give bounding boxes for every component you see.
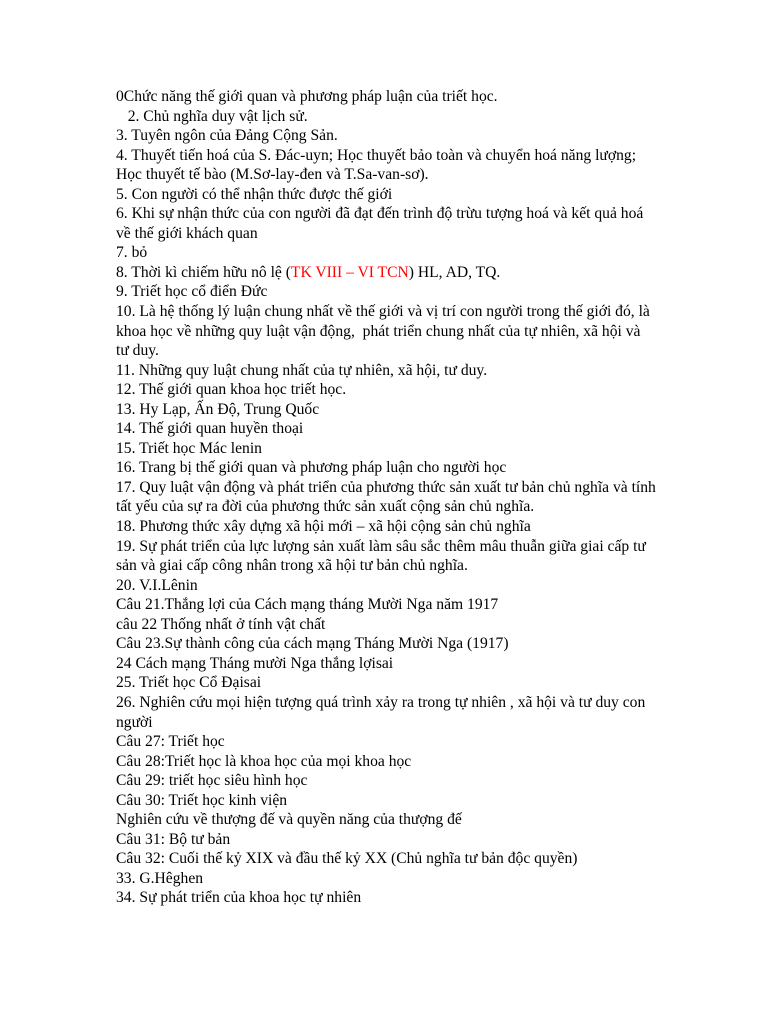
text-line-9: 9. Triết học cổ điển Đức	[116, 283, 268, 301]
text-line-8-prefix: 8. Thời kì chiếm hữu nô lệ (	[116, 263, 291, 281]
text-line-25: 25. Triết học Cổ Đạisai	[116, 674, 262, 692]
text-line-19: 19. Sự phát triển của lực lượng sản xuất làm sâu sắc thêm mâu thuẫn giữa giai cấp tư sản và giai cấp công nhân trong xã hội tư bản chủ nghĩa.	[116, 537, 650, 575]
text-line-33: Câu 32: Cuối thế kỷ XIX và đầu thế kỷ XX (Chủ nghĩa tư bản độc quyền)	[116, 850, 578, 868]
document-body	[116, 87, 660, 908]
text-line-8-suffix: ) HL, AD, TQ.	[408, 263, 501, 281]
text-line-28: Câu 28:Triết học là khoa học của mọi khoa học	[116, 752, 412, 770]
text-line-5: 5. Con người có thể nhận thức được thế giới	[116, 185, 393, 203]
text-line-35: 34. Sự phát triển của khoa học tự nhiên	[116, 889, 362, 907]
text-line-16: 16. Trang bị thế giới quan và phương pháp luận cho người học	[116, 459, 507, 477]
text-line-15: 15. Triết học Mác lenin	[116, 439, 262, 457]
text-line-3: 3. Tuyên ngôn của Đảng Cộng Sản.	[116, 127, 338, 145]
text-line-11: 11. Những quy luật chung nhất của tự nhiên, xã hội, tư duy.	[116, 361, 488, 379]
text-line-24: 24 Cách mạng Tháng mười Nga thắng lợisai	[116, 654, 394, 672]
text-line-30: Câu 30: Triết học kinh viện	[116, 791, 288, 809]
text-line-4: 4. Thuyết tiến hoá của S. Đác-uyn; Học thuyết bảo toàn và chuyển hoá năng lượng; Học thuyết tế bào (M.Sơ-lay-đen và T.Sa-van-sơ).	[116, 146, 640, 184]
text-line-8	[116, 263, 656, 283]
text-line-23: Câu 23.Sự thành công của cách mạng Tháng Mười Nga (1917)	[116, 635, 509, 653]
text-line-20: 20. V.I.Lênin	[116, 576, 198, 594]
text-line-27: Câu 27: Triết học	[116, 733, 225, 751]
text-line-17: 17. Quy luật vận động và phát triển của phương thức sản xuất tư bản chủ nghĩa và tính tất yếu của sự ra đời của phương thức sản xuất cộng sản chủ nghĩa.	[116, 478, 660, 516]
text-line-21: Câu 21.Thắng lợi của Cách mạng tháng Mười Nga năm 1917	[116, 596, 499, 614]
text-line-32: Câu 31: Bộ tư bản	[116, 830, 231, 848]
text-line-31: Nghiên cứu về thượng đế và quyền năng của thượng đế	[116, 811, 462, 829]
text-line-2: 2. Chủ nghĩa duy vật lịch sử.	[116, 107, 308, 125]
text-line-1: 0Chức năng thế giới quan và phương pháp luận của triết học.	[116, 88, 498, 105]
text-line-7: 7. bỏ	[116, 244, 148, 262]
highlighted-period: TK VIII – VI TCN	[290, 263, 409, 281]
text-line-29: Câu 29: triết học siêu hình học	[116, 772, 308, 790]
text-line-34: 33. G.Hêghen	[116, 869, 204, 887]
text-line-14: 14. Thế giới quan huyền thoại	[116, 420, 304, 438]
text-line-26: 26. Nghiên cứu mọi hiện tượng quá trình xảy ra trong tự nhiên , xã hội và tư duy con người	[116, 693, 650, 731]
text-line-13: 13. Hy Lạp, Ấn Độ, Trung Quốc	[116, 400, 320, 418]
text-line-6: 6. Khi sự nhận thức của con người đã đạt đến trình độ trừu tượng hoá và kết quả hoá về thế giới khách quan	[116, 205, 648, 242]
text-line-10: 10. Là hệ thống lý luận chung nhất về thế giới và vị trí con người trong thế giới đó, là khoa học về những quy luật vận động, phát triển chung nhất của tự nhiên, xã hội và tư duy.	[116, 303, 654, 360]
text-line-22: câu 22 Thống nhất ở tính vật chất	[116, 615, 326, 633]
text-line-18: 18. Phương thức xây dựng xã hội mới – xã hội cộng sản chủ nghĩa	[116, 518, 531, 536]
text-line-12: 12. Thế giới quan khoa học triết học.	[116, 381, 347, 399]
